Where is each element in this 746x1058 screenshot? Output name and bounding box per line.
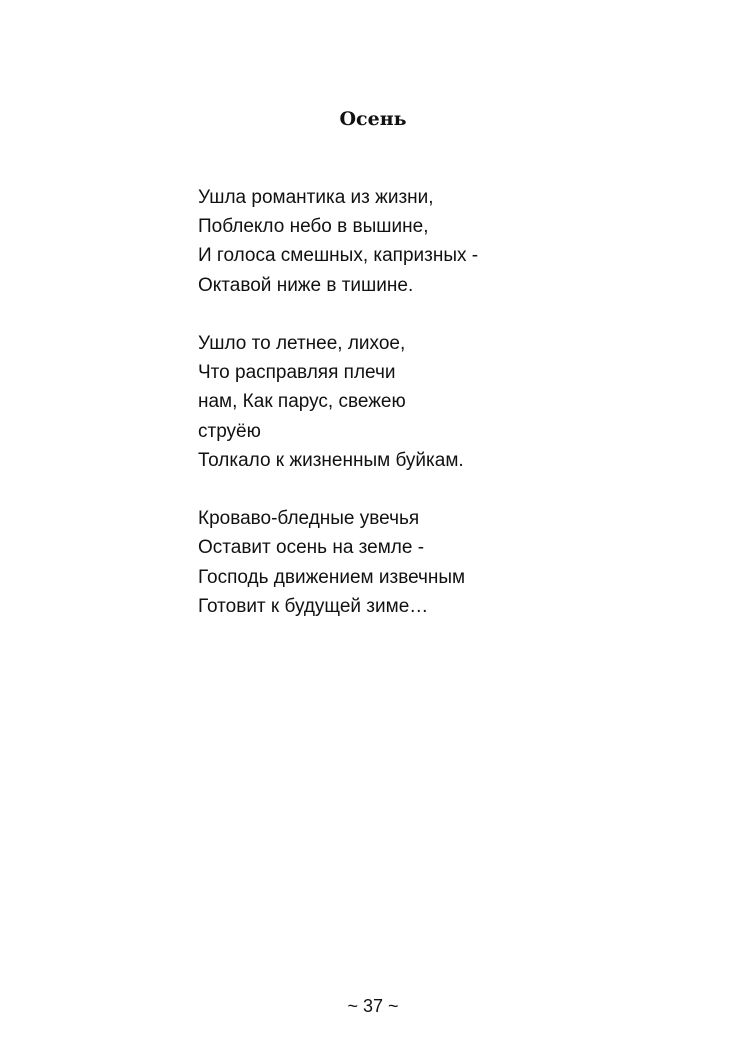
poem-line: Октавой ниже в тишине. (198, 274, 414, 296)
poem-line: Что расправляя плечи (198, 362, 396, 384)
poem-line: Оставит осень на земле - (198, 537, 425, 559)
poem-line: Поблекло небо в вышине, (198, 216, 429, 238)
poem-line: Ушла романтика из жизни, (198, 187, 434, 208)
poem-line: Кроваво-бледные увечья (198, 508, 420, 530)
poem-line: Господь движением извечным (198, 566, 466, 588)
poem-line: нам, Как парус, свежею (198, 391, 406, 413)
page-number: ~ 37 ~ (347, 996, 399, 1016)
stanza-3 (198, 504, 478, 621)
poem-line: Готовит к будущей зиме… (198, 595, 429, 617)
stanza-1 (198, 183, 478, 300)
stanza-2 (198, 329, 478, 475)
poem-title: Осень (339, 108, 407, 130)
poem-body (198, 183, 478, 650)
poem-line: И голоса смешных, капризных - (198, 245, 479, 267)
poem-line: струёю (198, 420, 261, 442)
poem-line: Толкало к жизненным буйкам. (198, 449, 464, 471)
poem-line: Ушло то летнее, лихое, (198, 333, 406, 354)
